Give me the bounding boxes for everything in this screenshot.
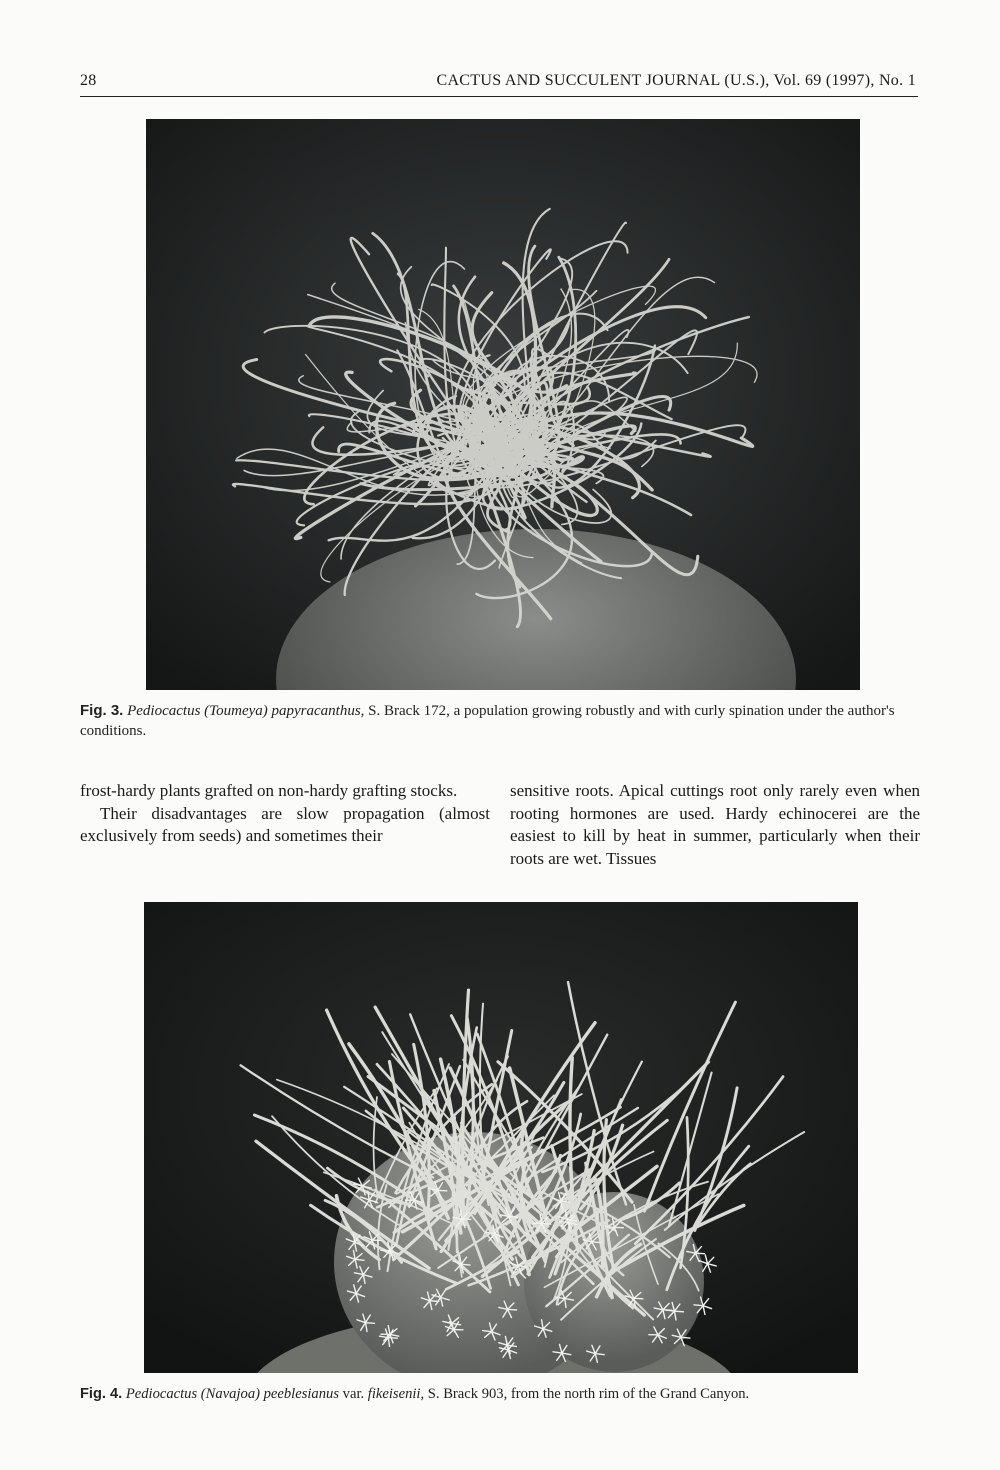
figure-4-variety: fikeisenii, [367,1386,425,1402]
figure-3-caption-rest: S. Brack 172, a population growing robustly and with curly spination under the author's conditions. [80,703,895,739]
figure-3-label: Fig. 3. [80,702,124,719]
running-header [80,70,918,97]
figure-4-var: var. [339,1386,368,1402]
left-paragraph-1: frost-hardy plants grafted on non-hardy grafting stocks. [80,781,458,800]
areole-spine [542,1223,551,1224]
right-column [510,780,920,870]
areole-spine [366,1323,375,1324]
figure-3-caption [80,701,920,741]
areole-spine [461,1264,470,1265]
figure-3-photo [146,119,860,690]
figure-4-caption [80,1384,920,1404]
right-paragraph-1: sensitive roots. Apical cuttings root only rarely even when rooting hormones are used. Hardy echinocerei are the easiest to kill by heat in summer, particularly when their roots are wet. Tissues [510,781,920,868]
areole-spine [430,1301,439,1302]
left-column [80,780,490,848]
areole-spine [388,1338,397,1339]
left-paragraph-2: Their disadvantages are slow propagation (almost exclusively from seeds) and sometimes their [80,803,490,845]
figure-4-caption-rest: S. Brack 903, from the north rim of the Grand Canyon. [424,1386,750,1402]
figure-3-species: Pediocactus (Toumeya) papyracanthus, [127,703,365,719]
areole-spine [695,1253,704,1254]
figure-4-label: Fig. 4. [80,1386,123,1402]
page-number: 28 [80,72,97,89]
areole-spine [518,1266,527,1267]
areole-spine [559,1222,568,1223]
figure-4-photo [144,902,858,1373]
figure-4-species: Pediocactus (Navajoa) peeblesianus [125,1386,340,1402]
areole-spine [508,1309,517,1310]
areole-spine [605,1226,614,1227]
areole-spine [509,1216,518,1217]
areole-spine [681,1337,690,1338]
journal-title: CACTUS AND SUCCULENT JOURNAL (U.S.), Vol. 69 (1997), No. 1 [436,72,916,89]
areole-spine [674,1311,683,1312]
areole-spine [694,1305,703,1306]
areole-spine [592,1242,601,1243]
areole-spine [634,1298,643,1299]
